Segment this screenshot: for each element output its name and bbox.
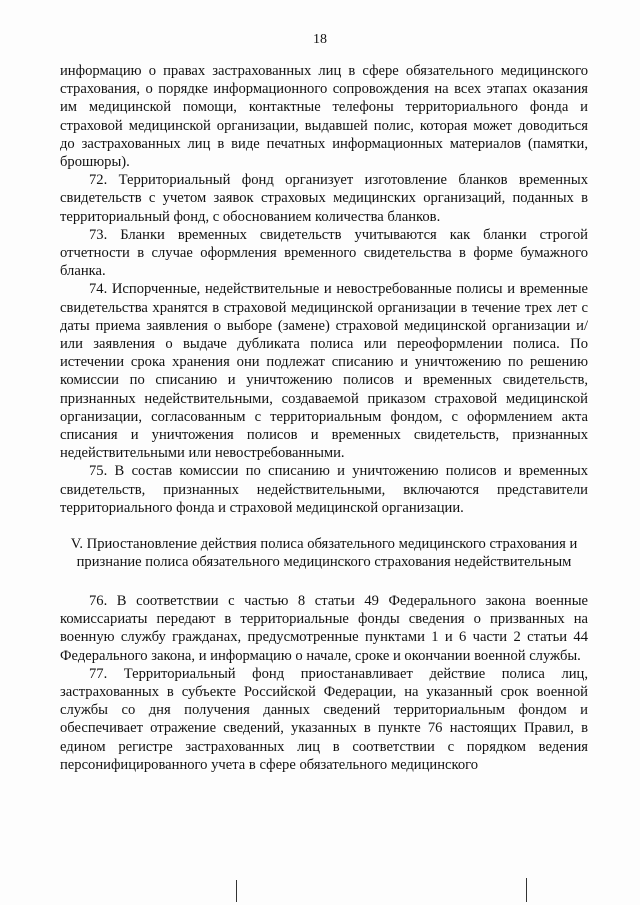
page-number: 18 <box>313 32 327 47</box>
paragraph-77: 77. Территориальный фонд приостанавливает действие полиса лиц, застрахованных в субъекте Российской Федерации, на указанный срок военной службы со дня получения данных сведений территориальным фондом и обеспечивает отражение сведений, указанных в пункте 76 настоящих Правил, в едином регистре застрахованных лиц в соответствии с порядком ведения персонифицированного учета в сфере обязательного медицинского <box>60 665 588 773</box>
paragraph-73: 73. Бланки временных свидетельств учитываются как бланки строгой отчетности в случае оформления временного свидетельства в форме бумажного бланка. <box>60 226 588 280</box>
paragraph-75: 75. В состав комиссии по списанию и уничтожению полисов и временных свидетельств, признанных недействительными, включаются представители территориального фонда и страховой медицинской организации. <box>60 463 588 516</box>
paragraph-76: 76. В соответствии с частью 8 статьи 49 Федерального закона военные комиссариаты передают в территориальные фонды сведения о призванных на военную службу гражданах, предусмотренные пунктами 1 и 6 части 2 статьи 44 Федерального закона, и информацию о начале, сроке и окончании военной службы. <box>60 592 588 664</box>
scan-artifact-right <box>526 878 527 902</box>
paragraph-71-continuation: информацию о правах застрахованных лиц в сфере обязательного медицинского страхования, о порядке информационного сопровождения на всех этапах оказания им медицинской помощи, контактные телефоны территориального фонда и страховой медицинской организации, выдавшей полис, которая может доводиться до застрахованных лиц в виде печатных информационных материалов (памятки, брошюры). <box>60 63 588 171</box>
paragraph-72: 72. Территориальный фонд организует изготовление бланков временных свидетельств с учетом заявок страховых медицинских организаций, поданных в территориальный фонд, с обоснованием количества бланков. <box>60 172 588 225</box>
section-v-heading: V. Приостановление действия полиса обязательного медицинского страхования и признание полиса обязательного медицинского страхования недействительным <box>70 536 578 571</box>
document-body <box>60 62 588 774</box>
scan-artifact-left <box>236 880 237 902</box>
paragraph-74: 74. Испорченные, недействительные и невостребованные полисы и временные свидетельства хранятся в страховой медицинской организации в течение трех лет с даты приема заявления о выборе (замене) страховой медицинской организации и/или заявления о выдаче дубликата полиса или переоформлении полиса. По истечении срока хранения они подлежат списанию и уничтожению по решению комиссии по списанию и уничтожению полисов и временных свидетельств, признанных недействительными, создаваемой приказом страховой медицинской организации, согласованным с территориальным фондом, с оформлением акта списания и уничтожения полисов и временных свидетельств, признанных недействительными или невостребованными. <box>60 281 588 462</box>
